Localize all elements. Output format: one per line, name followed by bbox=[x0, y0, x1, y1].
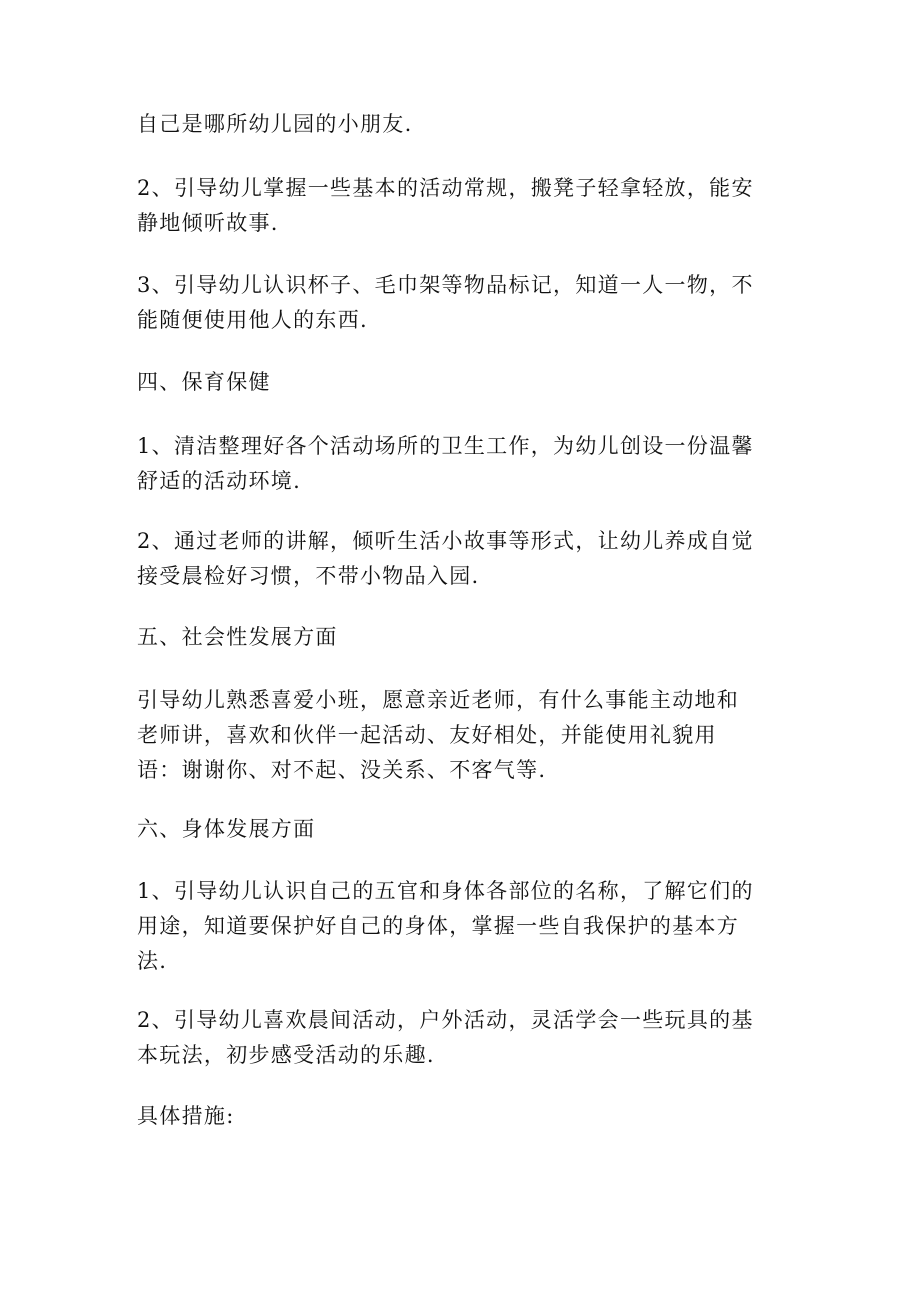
text-line: 法. bbox=[137, 949, 168, 973]
text-line: 用途，知道要保护好自己的身体，掌握一些自我保护的基本方 bbox=[137, 914, 740, 938]
text-line: 六、身体发展方面 bbox=[137, 817, 316, 841]
text-line: 能随便使用他人的东西. bbox=[137, 308, 368, 332]
text-line: 2、引导幼儿喜欢晨间活动，户外活动，灵活学会一些玩具的基 bbox=[137, 1008, 754, 1032]
text-line: 2、通过老师的讲解，倾听生活小故事等形式，让幼儿养成自觉 bbox=[137, 529, 754, 553]
paragraph-social bbox=[137, 683, 787, 788]
text-line: 接受晨检好习惯，不带小物品入园. bbox=[137, 564, 480, 588]
text-line: 四、保育保健 bbox=[137, 370, 271, 394]
paragraph-morning-check bbox=[137, 524, 787, 594]
paragraph-intro-continuation bbox=[137, 107, 787, 142]
section-heading-health-care bbox=[137, 365, 787, 400]
section-heading-specific-measures bbox=[137, 1099, 787, 1134]
text-line: 静地倾听故事. bbox=[137, 211, 279, 235]
paragraph-item-labels bbox=[137, 268, 787, 338]
paragraph-hygiene bbox=[137, 429, 787, 499]
paragraph-outdoor-activities bbox=[137, 1003, 787, 1073]
text-line: 五、社会性发展方面 bbox=[137, 625, 338, 649]
text-line: 具体措施: bbox=[137, 1104, 235, 1128]
text-line: 2、引导幼儿掌握一些基本的活动常规，搬凳子轻拿轻放，能安 bbox=[137, 176, 754, 200]
section-heading-physical-development bbox=[137, 812, 787, 847]
text-line: 1、引导幼儿认识自己的五官和身体各部位的名称，了解它们的 bbox=[137, 879, 754, 903]
text-line: 舒适的活动环境. bbox=[137, 469, 302, 493]
text-line: 3、引导幼儿认识杯子、毛巾架等物品标记，知道一人一物，不 bbox=[137, 273, 754, 297]
paragraph-activity-rules bbox=[137, 171, 787, 241]
paragraph-body-awareness bbox=[137, 874, 787, 979]
section-heading-social-development bbox=[137, 620, 787, 655]
text-line: 语：谢谢你、对不起、没关系、不客气等. bbox=[137, 758, 547, 782]
text-line: 自己是哪所幼儿园的小朋友. bbox=[137, 112, 413, 136]
text-line: 1、清洁整理好各个活动场所的卫生工作，为幼儿创设一份温馨 bbox=[137, 434, 754, 458]
text-line: 引导幼儿熟悉喜爱小班，愿意亲近老师，有什么事能主动地和 bbox=[137, 688, 740, 712]
text-line: 老师讲，喜欢和伙伴一起活动、友好相处，并能使用礼貌用 bbox=[137, 723, 717, 747]
text-line: 本玩法，初步感受活动的乐趣. bbox=[137, 1043, 435, 1067]
